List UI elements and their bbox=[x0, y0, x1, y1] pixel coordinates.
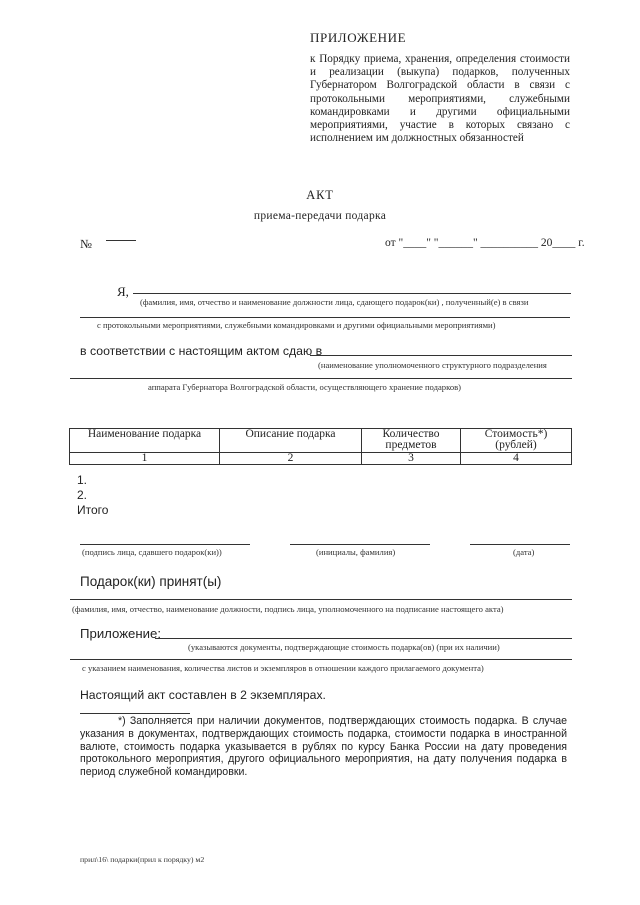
unit-line-1 bbox=[310, 355, 572, 356]
received-caption: (фамилия, имя, отчество, наименование должности, подпись лица, уполномоченного на подписание настоящего акта) bbox=[72, 604, 504, 614]
list-item: 1. bbox=[77, 473, 88, 487]
attachment-line-1 bbox=[155, 638, 572, 639]
header-name: Наименование подарка bbox=[70, 429, 220, 453]
appendix-text: к Порядку приема, хранения, определения стоимости и реализации (выкупа) подарков, полученных Губернатором Волгоградской области в связи с протокольными мероприятиями, служебными командировками и другими официальными мероприятиями, участие в которых связано с исполнением им должностных обязанностей bbox=[310, 53, 570, 145]
gift-rows bbox=[77, 473, 108, 518]
fio-line-1 bbox=[133, 293, 571, 294]
date-caption: (дата) bbox=[513, 547, 535, 557]
act-number-line bbox=[106, 240, 136, 241]
footnote-text: *) Заполняется при наличии документов, подтверждающих стоимость подарка. В случае указания в документах, подтверждающих стоимость подарка, стоимости подарка в иностранной валюте, стоимость подарка указывается в рублях по курсу Банка России на дату проведения протокольного мероприятия, другого официального мероприятия, на дату получения подарка в период служебной командировки. bbox=[80, 715, 567, 779]
unit-caption-2: аппарата Губернатора Волгоградской области, осуществляющего хранение подарков) bbox=[148, 382, 462, 392]
column-number: 2 bbox=[220, 453, 362, 465]
initials-line bbox=[290, 544, 430, 545]
header-description: Описание подарка bbox=[220, 429, 362, 453]
act-number-label: № bbox=[80, 237, 92, 251]
unit-line-2 bbox=[70, 378, 572, 379]
attachment-caption-2: с указанием наименования, количества листов и экземпляров в отношении каждого прилагаемого документа) bbox=[82, 663, 484, 673]
accordance-label: в соответствии с настоящим актом сдаю в bbox=[80, 344, 323, 358]
initials-caption: (инициалы, фамилия) bbox=[316, 547, 396, 557]
column-number: 1 bbox=[70, 453, 220, 465]
date-line bbox=[470, 544, 570, 545]
ya-label: Я, bbox=[117, 284, 129, 299]
table-number-row bbox=[70, 453, 572, 465]
unit-caption-1: (наименование уполномоченного структурного подразделения bbox=[318, 360, 547, 370]
signature-caption: (подпись лица, сдавшего подарок(ки)) bbox=[82, 547, 222, 557]
received-line bbox=[70, 599, 572, 600]
attachment-label: Приложение: bbox=[80, 626, 162, 641]
signature-line bbox=[80, 544, 250, 545]
column-number: 4 bbox=[461, 453, 572, 465]
act-title: АКТ bbox=[306, 188, 334, 202]
list-item: 2. bbox=[77, 488, 88, 502]
column-number: 3 bbox=[362, 453, 461, 465]
fio-caption-2: с протокольными мероприятиями, служебными командировками и другими официальными мероприятиями) bbox=[97, 320, 496, 330]
copies-text: Настоящий акт составлен в 2 экземплярах. bbox=[80, 688, 326, 702]
header-quantity: Количество предметов bbox=[362, 429, 461, 453]
appendix-title: ПРИЛОЖЕНИЕ bbox=[310, 30, 407, 45]
act-subtitle: приема-передачи подарка bbox=[253, 210, 387, 222]
act-date: от "____" "______" __________ 20____ г. bbox=[385, 237, 585, 249]
table-header-row bbox=[70, 429, 572, 453]
received-label: Подарок(ки) принят(ы) bbox=[80, 574, 222, 589]
header-cost: Стоимость*) (рублей) bbox=[461, 429, 572, 453]
file-path: прил\16\ подарки(прил к порядку) м2 bbox=[80, 855, 205, 864]
footnote-separator bbox=[80, 713, 190, 714]
list-item: Итого bbox=[77, 503, 109, 517]
attachment-line-2 bbox=[70, 659, 572, 660]
gifts-table bbox=[69, 428, 572, 465]
fio-line-2 bbox=[80, 317, 570, 318]
fio-caption-1: (фамилия, имя, отчество и наименование должности лица, сдающего подарок(ки) , полученный(е) в связи bbox=[140, 297, 529, 307]
attachment-caption-1: (указываются документы, подтверждающие стоимость подарка(ов) (при их наличии) bbox=[188, 642, 500, 652]
